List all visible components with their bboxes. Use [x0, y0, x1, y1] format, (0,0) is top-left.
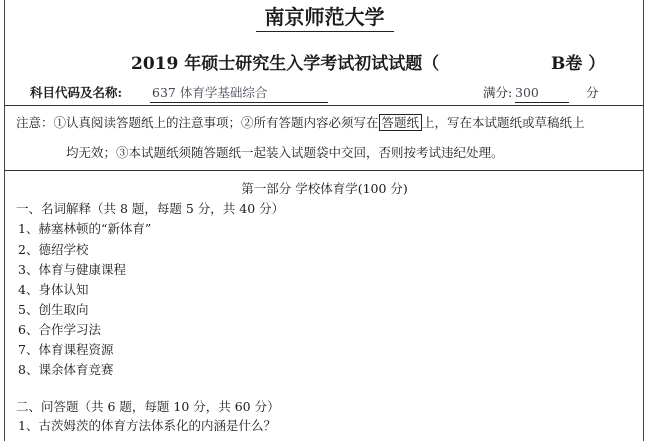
question-item: 6、合作学习法 — [18, 322, 101, 337]
notice-line-2: 均无效；③本试题纸须随答题纸一起装入试题袋中交回，否则按考试违纪处理。 — [66, 145, 504, 160]
question-item: 4、身体认知 — [18, 282, 89, 297]
notice-line-1-post: 上，写在本试题纸或草稿纸上 — [422, 115, 585, 130]
question-item: 8、课余体育竞赛 — [18, 362, 114, 377]
exam-version: B卷 ） — [551, 54, 606, 74]
question-item: 1、赫塞林顿的“新体育” — [18, 221, 152, 236]
page-border-left — [4, 0, 5, 441]
subject-label: 科目代码及名称: — [30, 85, 123, 100]
notice-boxed-word: 答题纸 — [379, 114, 423, 131]
section-heading-1: 一、名词解释（共 8 题，每题 5 分，共 40 分） — [16, 201, 285, 216]
divider-notice — [4, 170, 644, 171]
question-item: 7、体育课程资源 — [18, 342, 114, 357]
page-border-right — [643, 0, 644, 441]
question-item: 3、体育与健康课程 — [18, 262, 126, 277]
section-heading-2: 二、问答题（共 6 题，每题 10 分，共 60 分） — [16, 399, 280, 414]
score-value: 300 — [515, 84, 569, 103]
exam-title-text: 2019 年硕士研究生入学考试初试试题（ — [131, 54, 440, 74]
notice-line-1-pre: 注意：①认真阅读答题纸上的注意事项；②所有答题内容必须写在 — [16, 115, 379, 130]
question-item: 5、创生取向 — [18, 302, 89, 317]
exam-title — [131, 52, 621, 76]
subject-value: 637 体育学基础综合 — [150, 84, 328, 103]
score-label: 满分: — [483, 85, 513, 100]
university-underline — [256, 31, 394, 32]
notice-line-1 — [16, 114, 636, 132]
university-name: 南京师范大学 — [264, 5, 385, 29]
question-item: 1、古茨姆茨的体育方法体系化的内涵是什么？ — [18, 418, 276, 433]
question-item: 2、德绍学校 — [18, 242, 89, 257]
score-unit: 分 — [586, 85, 599, 100]
subject-row — [0, 84, 649, 104]
divider-top — [4, 105, 644, 106]
part-title: 第一部分 学校体育学(100 分) — [241, 181, 408, 196]
